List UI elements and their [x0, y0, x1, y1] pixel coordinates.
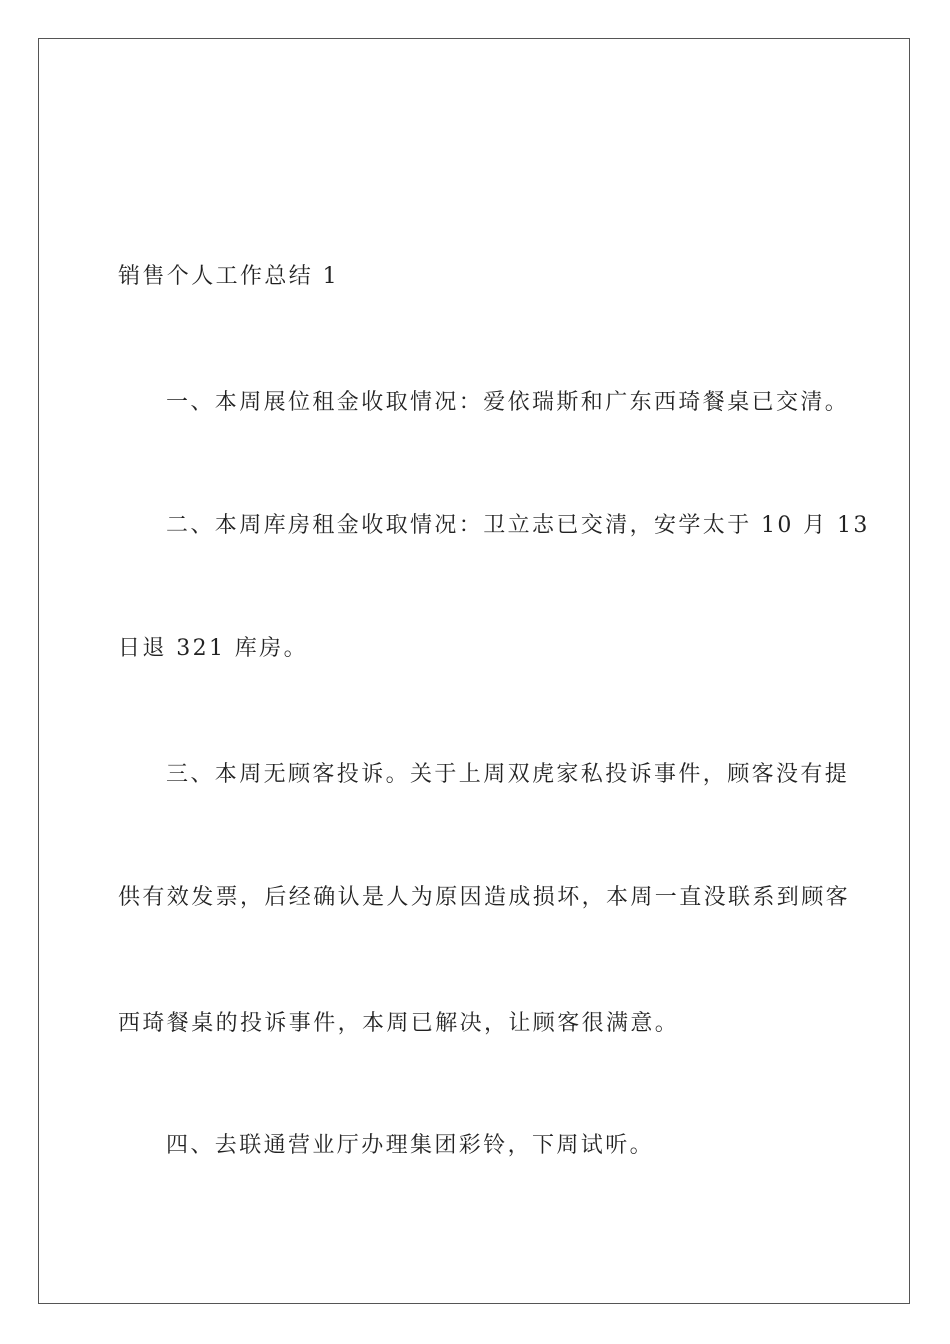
- paragraph-3-line-2: 供有效发票，后经确认是人为原因造成损坏，本周一直没联系到顾客: [118, 885, 851, 910]
- paragraph-2-line-2: 日退 321 库房。: [118, 636, 308, 661]
- document-title: 销售个人工作总结 1: [118, 264, 339, 289]
- paragraph-1-line-1: 一、本周展位租金收取情况：爱依瑞斯和广东西琦餐桌已交清。: [166, 390, 850, 415]
- paragraph-4-line-1: 四、去联通营业厅办理集团彩铃，下周试听。: [166, 1133, 655, 1158]
- paragraph-3-line-1: 三、本周无顾客投诉。关于上周双虎家私投诉事件，顾客没有提: [166, 762, 850, 787]
- page-border: [38, 38, 910, 1304]
- paragraph-2-line-1: 二、本周库房租金收取情况：卫立志已交清，安学太于 10 月 13: [166, 513, 870, 538]
- paragraph-3-line-3: 西琦餐桌的投诉事件，本周已解决，让顾客很满意。: [118, 1011, 680, 1036]
